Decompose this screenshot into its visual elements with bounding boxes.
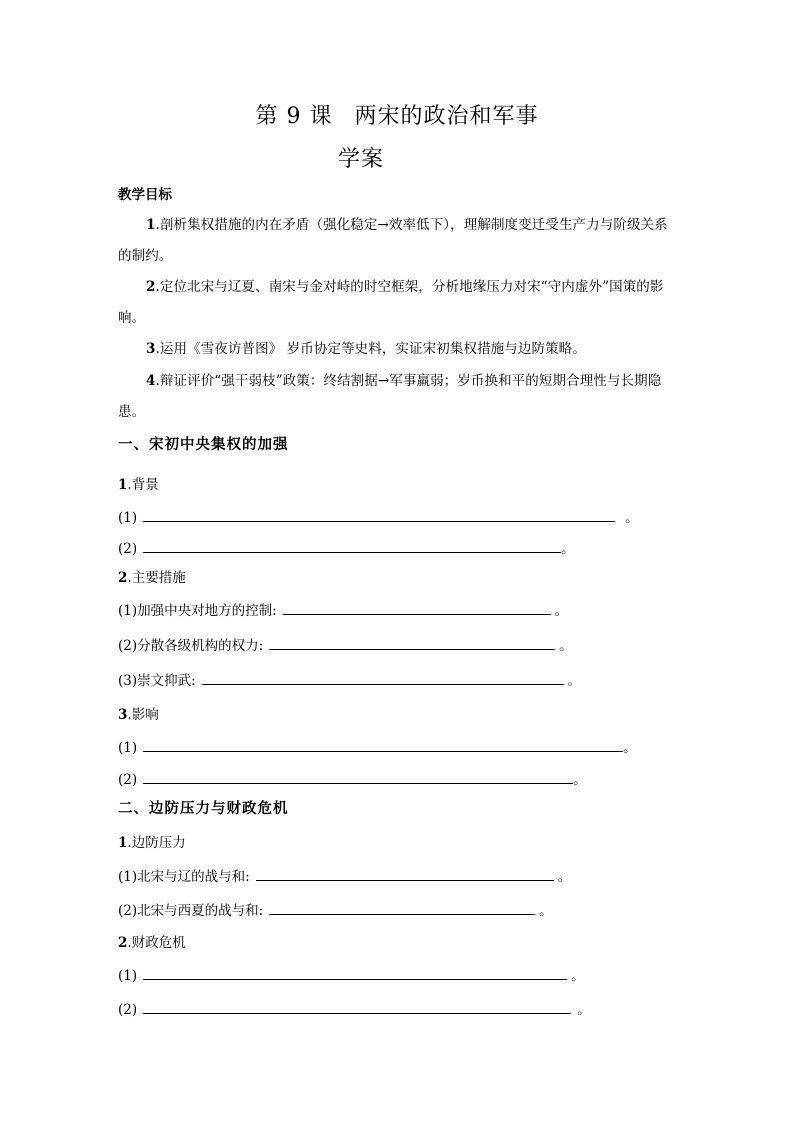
- finance-item-2: (2) 。: [118, 999, 591, 1021]
- finance-heading: 2.财政危机: [118, 935, 186, 951]
- measures-item-1: (1)加强中央对地方的控制: 。: [118, 600, 568, 622]
- section2-heading: 二、边防压力与财政危机: [118, 800, 289, 817]
- answer-blank[interactable]: [256, 866, 554, 881]
- lesson-number: 第 9 课: [255, 104, 333, 129]
- subtitle: 学案: [338, 147, 385, 172]
- background-item-1: (1) 。: [118, 507, 639, 529]
- border-item-1: (1)北宋与辽的战与和: 。: [118, 866, 571, 888]
- border-item-2: (2)北宋与西夏的战与和: 。: [118, 900, 553, 922]
- measures-item-2: (2)分散各级机构的权力: 。: [118, 635, 573, 657]
- finance-item-1: (1) 。: [118, 965, 585, 987]
- answer-blank[interactable]: [269, 635, 555, 650]
- section1-heading: 一、宋初中央集权的加强: [118, 436, 289, 453]
- objective-item-2: 2.定位北宋与辽夏、南宋与金对峙的时空框架，分析地缘压力对宋“守内虚外”国策的影响。: [118, 279, 664, 326]
- answer-blank[interactable]: [143, 769, 573, 784]
- impact-item-1: (1) 。: [118, 737, 637, 759]
- measures-item-3: (3)崇文抑武: 。: [118, 670, 581, 692]
- objective-item-1: 1.剖析集权措施的内在矛盾（强化稳定→效率低下），理解制度变迁受生产力与阶级关系的制约。: [118, 217, 668, 264]
- lesson-title: [0, 100, 794, 134]
- objectives-heading: 教学目标: [118, 187, 172, 203]
- objective-item-3: 3.运用《雪夜访普图》 岁币协定等史料，实证宋初集权措施与边防策略。: [146, 341, 586, 357]
- answer-blank[interactable]: [143, 538, 561, 553]
- objective-item-4: 4.辩证评价“强干弱枝”政策：终结割据→军事羸弱；岁币换和平的短期合理性与长期隐患。: [118, 373, 662, 420]
- impact-heading: 3.影响: [118, 707, 159, 723]
- answer-blank[interactable]: [202, 670, 564, 685]
- answer-blank[interactable]: [143, 965, 567, 980]
- border-heading: 1.边防压力: [118, 835, 186, 851]
- answer-blank[interactable]: [283, 600, 551, 615]
- answer-blank[interactable]: [143, 999, 571, 1014]
- lesson-name: 两宋的政治和军事: [354, 104, 539, 129]
- answer-blank[interactable]: [143, 507, 615, 522]
- background-item-2: (2) 。: [118, 538, 575, 560]
- background-heading: 1.背景: [118, 477, 159, 493]
- impact-item-2: (2) 。: [118, 769, 587, 791]
- answer-blank[interactable]: [143, 737, 623, 752]
- measures-heading: 2.主要措施: [118, 570, 186, 586]
- answer-blank[interactable]: [269, 900, 535, 915]
